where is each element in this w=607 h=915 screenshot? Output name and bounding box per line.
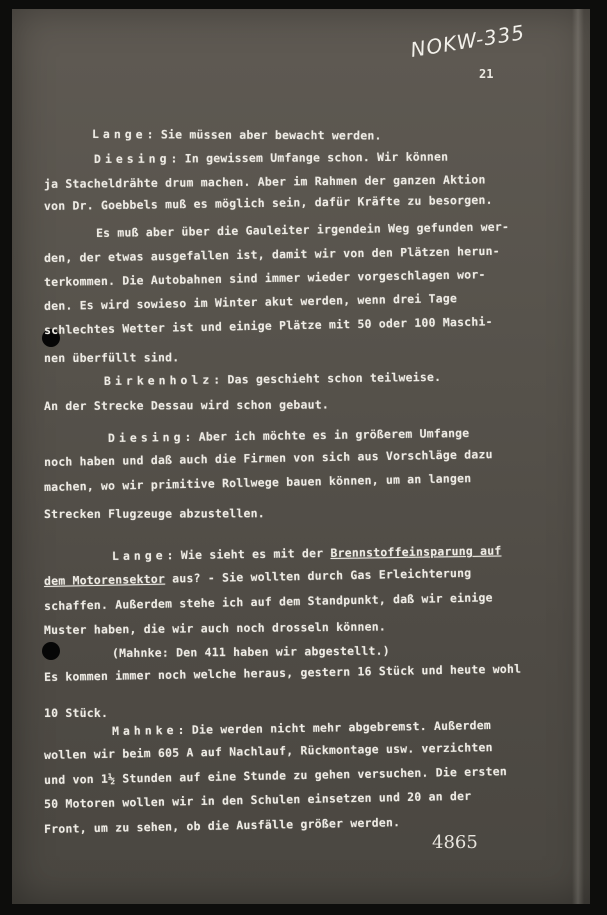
line-text: noch haben und daß auch die Firmen von sich aus Vorschläge dazu bbox=[43, 447, 493, 469]
text-line bbox=[94, 150, 448, 166]
speaker-name: Diesing bbox=[93, 151, 171, 166]
line-text: Muster haben, die wir auch noch drosseln können. bbox=[43, 619, 386, 637]
text-line bbox=[96, 220, 509, 240]
line-text: : In gewissem Umfange schon. Wir können bbox=[170, 149, 449, 166]
page-edge bbox=[572, 9, 584, 904]
text-line bbox=[104, 370, 441, 388]
text-line bbox=[108, 426, 470, 445]
line-text: : Das geschieht schon teilweise. bbox=[213, 369, 442, 387]
text-line bbox=[44, 590, 493, 613]
text-line bbox=[44, 291, 457, 313]
text-line bbox=[44, 789, 472, 811]
line-text: nen überfüllt sind. bbox=[43, 350, 180, 365]
line-text: schlechtes Wetter ist und einige Plätze mit 50 oder 100 Maschi- bbox=[43, 314, 493, 337]
text-line bbox=[44, 506, 265, 521]
text-line bbox=[44, 172, 486, 191]
line-text: den, der etwas ausgefallen ist, damit wir von den Plätzen herun- bbox=[43, 243, 500, 265]
text-line bbox=[44, 619, 386, 637]
text-line bbox=[44, 815, 400, 836]
document-number: 4865 bbox=[432, 832, 478, 853]
text-line bbox=[44, 706, 108, 720]
line-text: aus? - Sie wollten durch Gas Erleichterung bbox=[164, 565, 472, 586]
line-text: : Aber ich möchte es in größerem Umfange bbox=[184, 425, 470, 444]
text-line bbox=[44, 193, 493, 213]
line-text: : Sie müssen aber bewacht werden. bbox=[146, 127, 382, 143]
line-text: An der Strecke Dessau wird schon gebaut. bbox=[43, 397, 329, 413]
line-text: Front, um zu sehen, ob die Ausfälle größer werden. bbox=[43, 815, 401, 836]
text-line bbox=[44, 244, 500, 265]
text-line bbox=[44, 740, 493, 762]
speaker-name: Mahnke bbox=[111, 722, 178, 738]
line-text: von Dr. Goebbels muß es möglich sein, dafür Kräfte zu besorgen. bbox=[43, 192, 493, 213]
text-line bbox=[44, 350, 179, 365]
line-text: 50 Motoren wollen wir in den Schulen einsetzen und 20 an der bbox=[43, 788, 472, 811]
text-line bbox=[112, 718, 491, 738]
text-line bbox=[44, 764, 507, 787]
text-line bbox=[44, 566, 472, 588]
page-number: 21 bbox=[479, 67, 494, 81]
text-line bbox=[44, 314, 493, 337]
speaker-name: Lange bbox=[111, 548, 167, 563]
document-page bbox=[12, 9, 590, 904]
speaker-name: Lange bbox=[91, 127, 147, 142]
line-text: den. Es wird sowieso im Winter akut werden, wenn drei Tage bbox=[43, 291, 458, 313]
text-line bbox=[44, 471, 472, 494]
text-line bbox=[44, 447, 493, 469]
text-line bbox=[112, 644, 390, 660]
handwritten-document-stamp: NOKW-335 bbox=[408, 20, 527, 62]
text-line bbox=[112, 544, 502, 563]
text-line bbox=[44, 267, 486, 289]
line-text: : Die werden nicht mehr abgebremst. Außerdem bbox=[177, 718, 492, 737]
punch-hole-bottom bbox=[42, 642, 60, 660]
line-text: 10 Stück. bbox=[44, 706, 109, 720]
line-text: wollen wir beim 605 A auf Nachlauf, Rückmontage usw. verzichten bbox=[43, 740, 493, 762]
text-line bbox=[44, 662, 521, 684]
line-text: Es muß aber über die Gauleiter irgendein Weg gefunden wer- bbox=[95, 219, 510, 240]
line-text: (Mahnke: Den 411 haben wir abgestellt.) bbox=[111, 643, 390, 660]
speaker-name: Diesing bbox=[107, 429, 185, 445]
line-text: schaffen. Außerdem stehe ich auf dem Standpunkt, daß wir einige bbox=[43, 590, 493, 613]
line-text: und von 1½ Stunden auf eine Stunde zu gehen versuchen. Die ersten bbox=[43, 764, 508, 787]
line-text: machen, wo wir primitive Rollwege bauen können, um an langen bbox=[43, 471, 472, 494]
line-text: Strecken Flugzeuge abzustellen. bbox=[43, 506, 265, 521]
line-text: Es kommen immer noch welche heraus, gestern 16 Stück und heute wohl bbox=[43, 661, 522, 684]
underlined-text: dem Motorensektor bbox=[43, 571, 166, 588]
speaker-name: Birkenholz bbox=[103, 372, 214, 388]
line-text: : Wie sieht es mit der bbox=[166, 545, 331, 563]
text-line bbox=[44, 398, 329, 413]
text-line bbox=[92, 127, 382, 143]
line-text: ja Stacheldrähte drum machen. Aber im Rahmen der ganzen Aktion bbox=[43, 172, 486, 191]
underlined-text: Brennstoffeinsparung auf bbox=[330, 543, 502, 560]
line-text: terkommen. Die Autobahnen sind immer wieder vorgeschlagen wor- bbox=[43, 267, 486, 289]
